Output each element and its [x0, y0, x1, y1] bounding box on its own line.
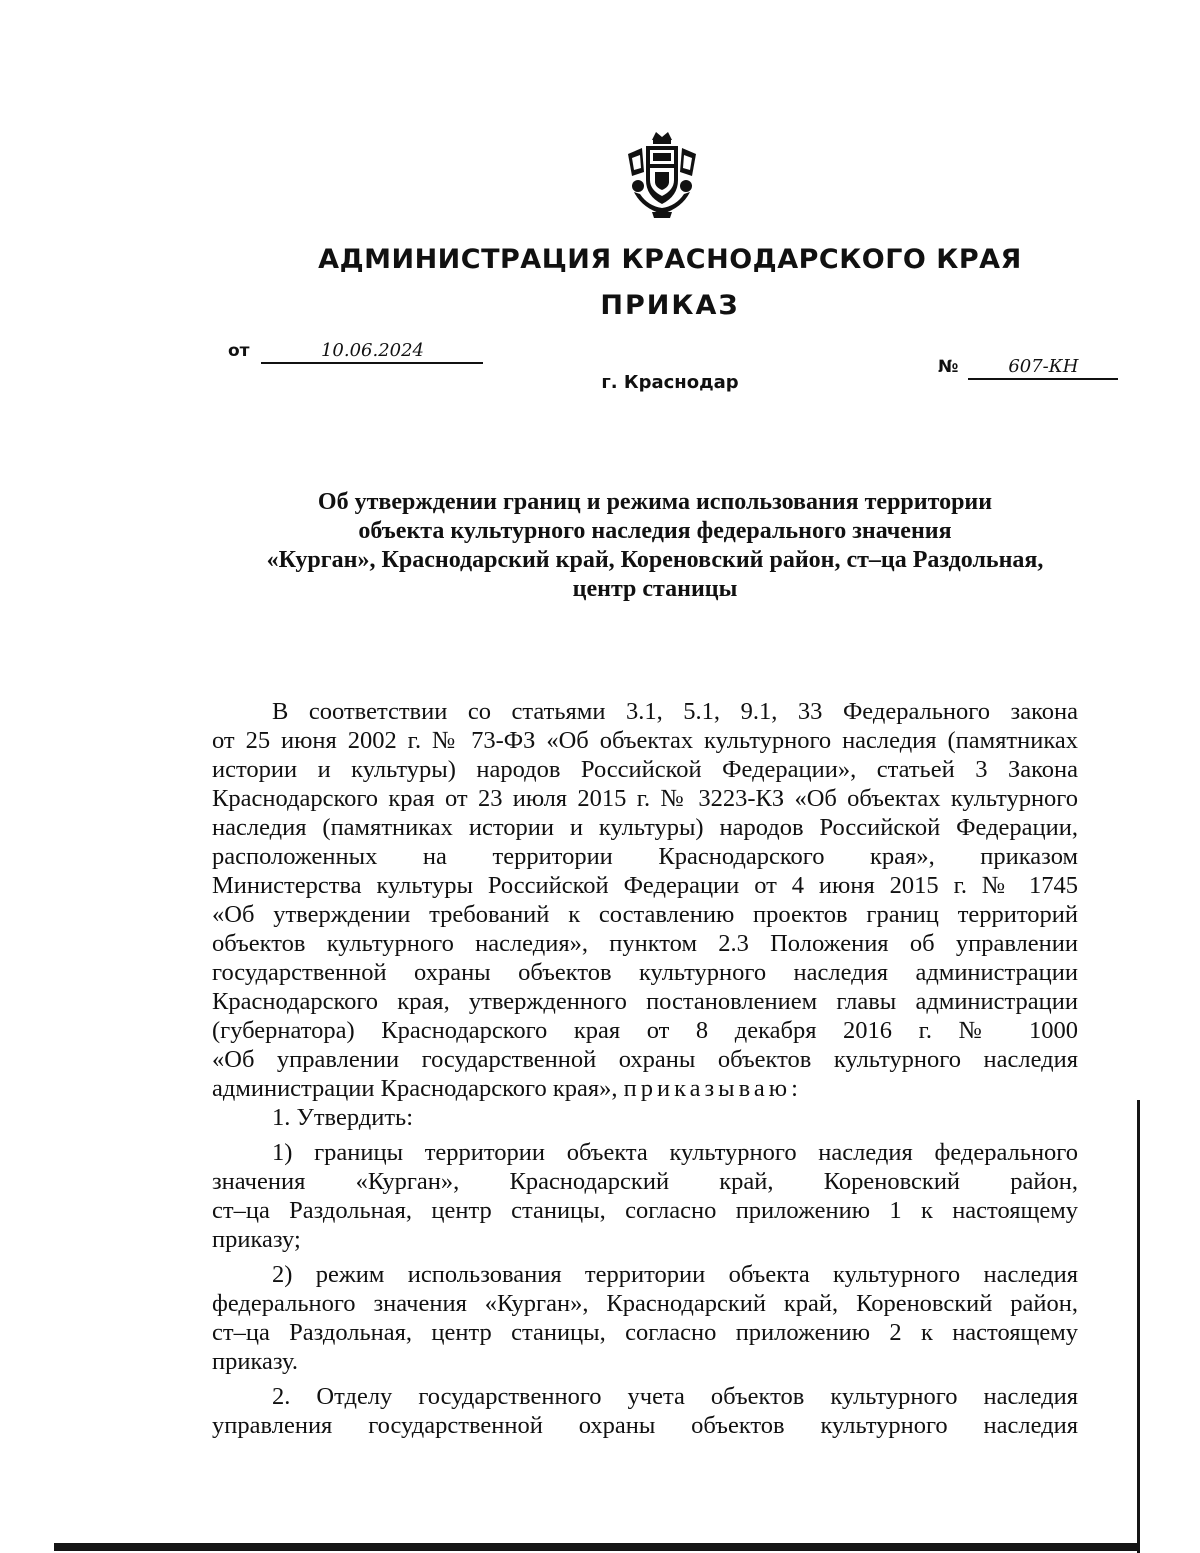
body-line: приказу.: [212, 1348, 298, 1375]
coat-of-arms-icon: [622, 128, 702, 220]
body-line: от 25 июня 2002 г. № 73-ФЗ «Об объектах культурного наследия (памятниках: [212, 727, 1078, 754]
number-row: [938, 356, 1118, 380]
subject-line: Об утверждении границ и режима использования территории: [317, 489, 993, 515]
body-line: расположенных на территории Краснодарского края», приказом: [212, 843, 1078, 870]
scan-edge-line: [1137, 1100, 1140, 1553]
subject-line: «Курган», Краснодарский край, Кореновский район, ст–ца Раздольная,: [266, 547, 1044, 573]
body-line: истории и культуры) народов Российской Федерации», статьей 3 Закона: [212, 756, 1078, 783]
body-line: наследия (памятниках истории и культуры) народов Российской Федерации,: [212, 814, 1078, 841]
body-line: «Об утверждении требований к составлению проектов границ территорий: [212, 901, 1078, 928]
date-value: 10.06.2024: [261, 340, 483, 364]
document-type: ПРИКАЗ: [600, 290, 740, 321]
order-verb: приказываю:: [623, 1075, 802, 1102]
body-line: объектов культурного наследия», пунктом 2.3 Положения об управлении: [212, 930, 1078, 957]
body-line: (губернатора) Краснодарского края от 8 декабря 2016 г. № 1000: [212, 1017, 1078, 1044]
body-line: государственной охраны объектов культурного наследия администрации: [212, 959, 1078, 986]
organization-title: АДМИНИСТРАЦИЯ КРАСНОДАРСКОГО КРАЯ: [318, 244, 1022, 275]
body-line: [212, 1074, 1078, 1103]
document-subject: [220, 488, 1090, 604]
body-line: «Об управлении государственной охраны объектов культурного наследия: [212, 1046, 1078, 1073]
body-line: В соответствии со статьями 3.1, 5.1, 9.1, 33 Федерального закона: [272, 698, 1078, 725]
preamble-closing-text: администрации Краснодарского края»,: [212, 1075, 618, 1102]
body-line: ст–ца Раздольная, центр станицы, согласно приложению 2 к настоящему: [212, 1319, 1078, 1346]
date-label: от: [228, 341, 250, 361]
body-line: Министерства культуры Российской Федерации от 4 июня 2015 г. № 1745: [212, 872, 1078, 899]
number-value: 607-КН: [968, 356, 1118, 380]
number-label: №: [938, 357, 959, 377]
body-line: федерального значения «Курган», Краснодарский край, Кореновский район,: [212, 1290, 1078, 1317]
body-line: 1) границы территории объекта культурного наследия федерального: [272, 1139, 1078, 1166]
subject-line: центр станицы: [572, 576, 738, 602]
body-line: приказу;: [212, 1226, 301, 1253]
document-body: [212, 697, 1078, 1440]
body-line: Краснодарского края от 23 июля 2015 г. № 3223-КЗ «Об объектах культурного: [212, 785, 1078, 812]
item-heading: 1. Утвердить:: [272, 1104, 414, 1131]
body-line: управления государственной охраны объектов культурного наследия: [212, 1412, 1078, 1439]
body-line: 2. Отделу государственного учета объектов культурного наследия: [272, 1383, 1078, 1410]
body-line: Краснодарского края, утвержденного постановлением главы администрации: [212, 988, 1078, 1015]
body-line: 2) режим использования территории объекта культурного наследия: [272, 1261, 1078, 1288]
date-row: [228, 340, 483, 364]
body-line: значения «Курган», Краснодарский край, Кореновский район,: [212, 1168, 1078, 1195]
city: г. Краснодар: [601, 372, 739, 393]
subject-line: объекта культурного наследия федерального значения: [358, 518, 952, 544]
scan-bottom-bar: [54, 1543, 1140, 1551]
body-line: ст–ца Раздольная, центр станицы, согласно приложению 1 к настоящему: [212, 1197, 1078, 1224]
